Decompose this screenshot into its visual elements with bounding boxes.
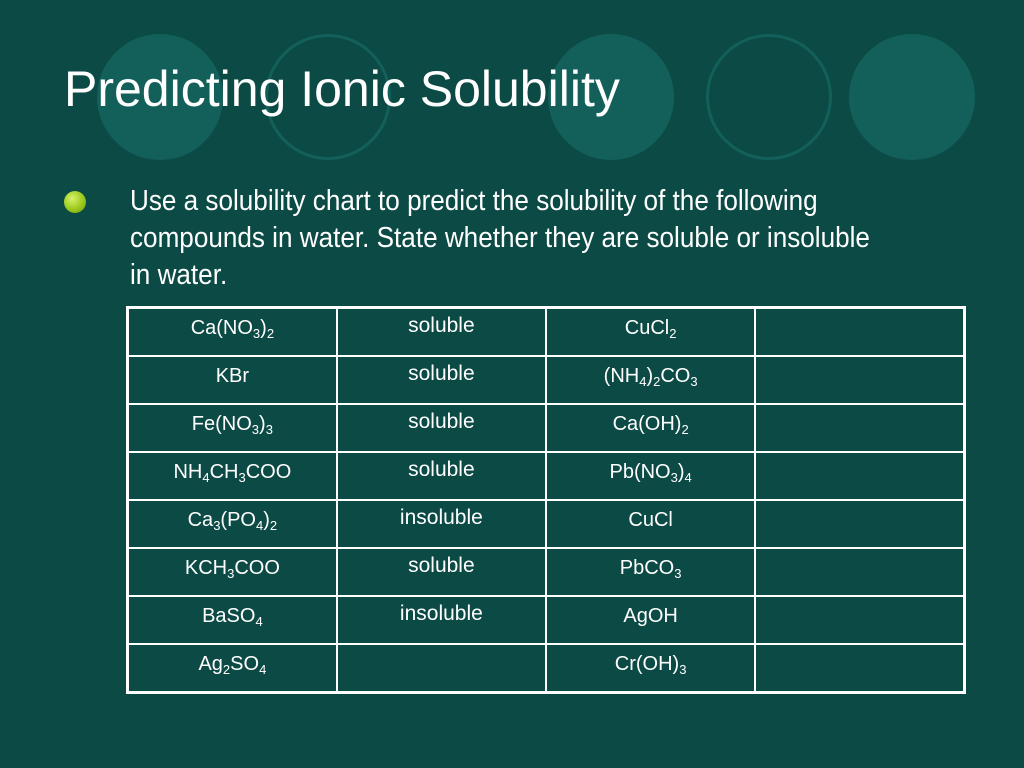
formula-text: Ca(OH) bbox=[612, 413, 682, 435]
compound-formula-cell bbox=[128, 404, 337, 452]
formula-text: ) bbox=[259, 413, 266, 435]
formula-subscript: 4 bbox=[202, 470, 210, 485]
formula-text: ) bbox=[646, 365, 654, 387]
compound-formula-cell bbox=[128, 452, 337, 500]
formula-text: SO bbox=[230, 653, 260, 675]
compound-formula-cell bbox=[546, 500, 755, 548]
formula-text: CuCl bbox=[628, 509, 673, 531]
solubility-status-cell bbox=[755, 500, 964, 548]
solubility-status-cell: soluble bbox=[337, 452, 546, 500]
table-row bbox=[128, 452, 965, 500]
formula-subscript: 3 bbox=[238, 470, 246, 485]
solubility-status-cell: soluble bbox=[337, 356, 546, 404]
formula-subscript: 2 bbox=[269, 518, 278, 533]
formula-subscript: 2 bbox=[222, 662, 231, 677]
table-row bbox=[128, 548, 965, 596]
table-row bbox=[128, 404, 965, 452]
compound-formula-cell bbox=[128, 500, 337, 548]
formula-subscript: 3 bbox=[252, 326, 261, 341]
compound-formula-cell bbox=[546, 308, 755, 357]
formula-text: NH bbox=[173, 461, 203, 483]
compound-formula-cell bbox=[546, 644, 755, 693]
solubility-status-cell bbox=[755, 644, 964, 693]
formula-subscript: 3 bbox=[679, 662, 687, 677]
slide-title: Predicting Ionic Solubility bbox=[64, 61, 620, 117]
formula-text: CO bbox=[660, 365, 691, 387]
solubility-status-cell: insoluble bbox=[337, 500, 546, 548]
table-row bbox=[128, 356, 965, 404]
formula-subscript: 4 bbox=[255, 518, 264, 533]
formula-text: Ca bbox=[187, 509, 214, 531]
formula-subscript: 4 bbox=[639, 374, 647, 389]
formula-text: (NH bbox=[603, 365, 640, 387]
formula-text: COO bbox=[245, 461, 292, 483]
solubility-table-body bbox=[128, 308, 965, 693]
solubility-table bbox=[126, 306, 966, 694]
formula-subscript: 4 bbox=[255, 614, 263, 629]
formula-subscript: 2 bbox=[669, 326, 677, 341]
compound-formula-cell bbox=[128, 548, 337, 596]
solubility-status-cell: soluble bbox=[337, 404, 546, 452]
formula-text: COO bbox=[234, 557, 280, 579]
formula-subscript: 3 bbox=[251, 422, 260, 437]
formula-text: CH bbox=[209, 461, 239, 483]
table-row bbox=[128, 500, 965, 548]
compound-formula-cell bbox=[546, 548, 755, 596]
compound-formula-cell bbox=[546, 356, 755, 404]
solubility-status-cell bbox=[755, 596, 964, 644]
compound-formula-cell bbox=[546, 596, 755, 644]
bullet-text: Use a solubility chart to predict the solubility of the following compounds in water. State whether they are soluble or insoluble in water. bbox=[130, 185, 870, 291]
formula-text: PbCO bbox=[619, 557, 675, 579]
decorative-circle bbox=[849, 34, 975, 160]
formula-text: ) bbox=[263, 509, 270, 531]
compound-formula-cell bbox=[128, 308, 337, 357]
formula-text: Fe(NO bbox=[191, 413, 252, 435]
solubility-status-cell bbox=[755, 548, 964, 596]
formula-text: ) bbox=[677, 461, 685, 483]
formula-subscript: 2 bbox=[681, 422, 689, 437]
formula-subscript: 4 bbox=[684, 470, 692, 485]
formula-text: Cr(OH) bbox=[614, 653, 680, 675]
formula-subscript: 3 bbox=[227, 566, 235, 581]
formula-subscript: 4 bbox=[259, 662, 267, 677]
formula-text: BaSO bbox=[202, 605, 256, 627]
solubility-status-cell bbox=[755, 404, 964, 452]
solubility-status-cell bbox=[755, 308, 964, 357]
formula-text: KCH bbox=[184, 557, 228, 579]
table-row bbox=[128, 644, 965, 693]
solubility-status-cell: soluble bbox=[337, 308, 546, 357]
table-row bbox=[128, 308, 965, 357]
formula-text: Pb(NO bbox=[609, 461, 671, 483]
formula-subscript: 3 bbox=[670, 470, 678, 485]
formula-text: Ca(NO bbox=[190, 317, 253, 339]
bullet-dot-icon bbox=[64, 191, 86, 213]
compound-formula-cell bbox=[128, 644, 337, 693]
compound-formula-cell bbox=[546, 452, 755, 500]
solubility-status-cell bbox=[755, 452, 964, 500]
solubility-status-cell: soluble bbox=[337, 548, 546, 596]
formula-text: KBr bbox=[215, 365, 250, 387]
formula-subscript: 3 bbox=[213, 518, 221, 533]
formula-text: CuCl bbox=[624, 317, 670, 339]
compound-formula-cell bbox=[128, 356, 337, 404]
formula-text: Ag bbox=[198, 653, 223, 675]
solubility-status-cell: insoluble bbox=[337, 596, 546, 644]
formula-subscript: 2 bbox=[653, 374, 661, 389]
compound-formula-cell bbox=[128, 596, 337, 644]
table-row bbox=[128, 596, 965, 644]
decorative-ring bbox=[706, 34, 832, 160]
formula-subscript: 3 bbox=[674, 566, 682, 581]
formula-text: ) bbox=[260, 317, 267, 339]
solubility-status-cell bbox=[755, 356, 964, 404]
formula-subscript: 3 bbox=[265, 422, 273, 437]
formula-text: (PO bbox=[220, 509, 256, 531]
formula-text: AgOH bbox=[623, 605, 678, 627]
formula-subscript: 3 bbox=[690, 374, 698, 389]
formula-subscript: 2 bbox=[266, 326, 275, 341]
compound-formula-cell bbox=[546, 404, 755, 452]
solubility-status-cell bbox=[337, 644, 546, 693]
